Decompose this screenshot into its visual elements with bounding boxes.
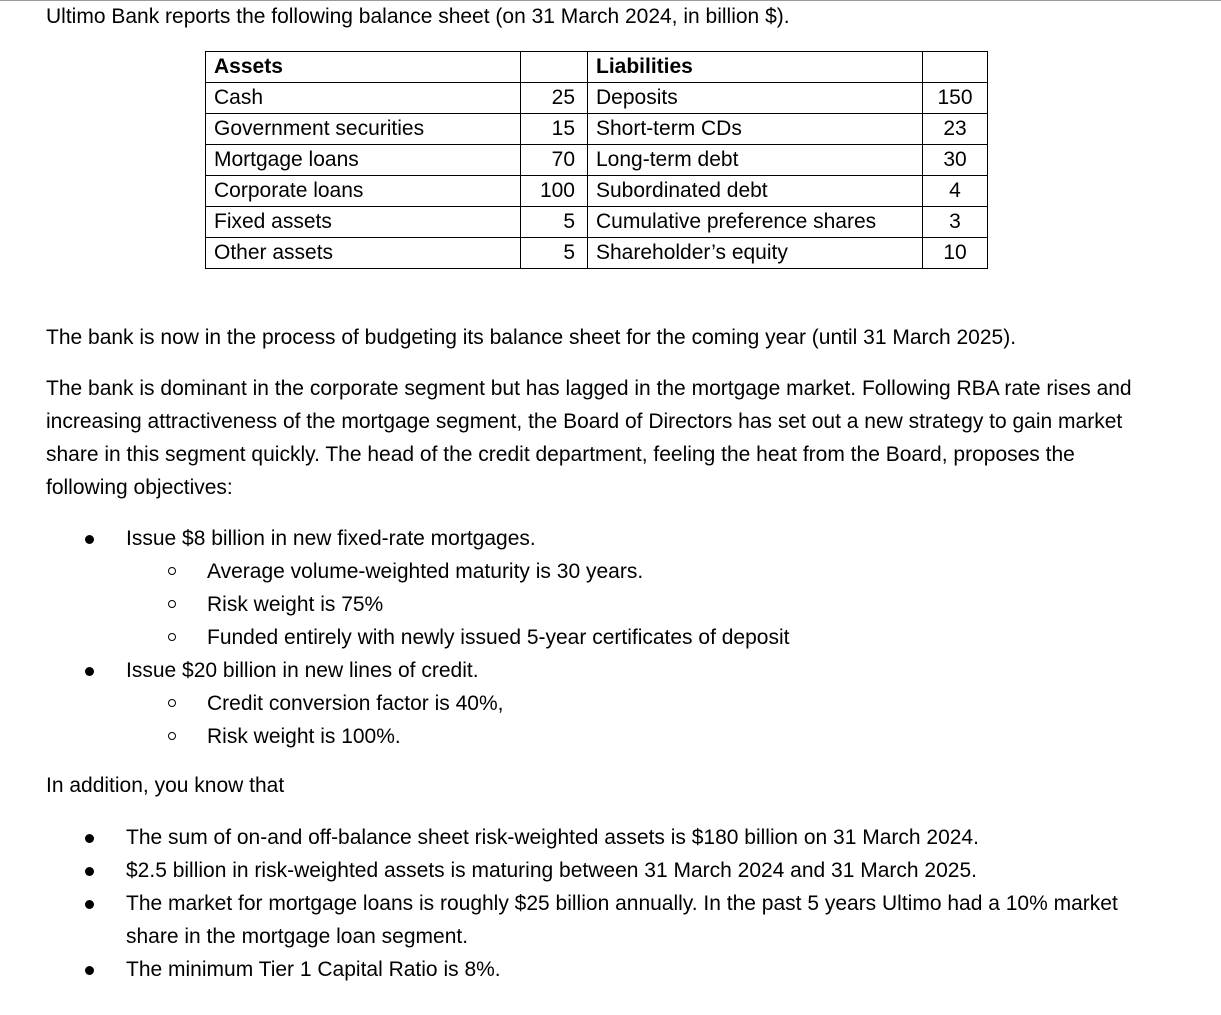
objective-detail: Risk weight is 100%. bbox=[207, 725, 401, 748]
liability-value: 3 bbox=[923, 207, 988, 238]
table-row bbox=[206, 238, 988, 269]
bullet-icon bbox=[85, 900, 94, 909]
objective-text: Issue $8 billion in new fixed-rate mortgages. bbox=[126, 527, 536, 550]
objective-detail: Average volume-weighted maturity is 30 years. bbox=[207, 560, 644, 583]
objective-detail: Funded entirely with newly issued 5-year certificates of deposit bbox=[207, 626, 790, 649]
liability-name: Deposits bbox=[588, 83, 923, 114]
circle-bullet-icon bbox=[168, 732, 176, 740]
asset-value: 70 bbox=[521, 145, 588, 176]
budget-paragraph: The bank is now in the process of budgeting its balance sheet for the coming year (until 31 March 2025). bbox=[46, 326, 1017, 349]
asset-name: Corporate loans bbox=[206, 176, 521, 207]
asset-name: Mortgage loans bbox=[206, 145, 521, 176]
objective-detail: Credit conversion factor is 40%, bbox=[207, 692, 504, 715]
circle-bullet-icon bbox=[168, 699, 176, 707]
list-item bbox=[46, 555, 1126, 588]
liability-value: 30 bbox=[923, 145, 988, 176]
objective-detail: Risk weight is 75% bbox=[207, 593, 384, 616]
table-row bbox=[206, 207, 988, 238]
list-item bbox=[46, 687, 1126, 720]
list-item bbox=[46, 720, 1126, 753]
objective-text: Issue $20 billion in new lines of credit. bbox=[126, 659, 479, 682]
liability-name: Subordinated debt bbox=[588, 176, 923, 207]
intro-text: Ultimo Bank reports the following balance sheet (on 31 March 2024, in billion $). bbox=[46, 5, 790, 28]
top-divider bbox=[0, 0, 1221, 1]
liability-value: 150 bbox=[923, 83, 988, 114]
liability-name: Short-term CDs bbox=[588, 114, 923, 145]
liabilities-header: Liabilities bbox=[588, 52, 923, 83]
strategy-paragraph: The bank is dominant in the corporate segment but has lagged in the mortgage market. Following RBA rate rises and increasing attractiveness of the mortgage segment, the Board of Directors has set out a new strategy to gain market share in this segment quickly. The head of the credit department, feeling the heat from the Board, proposes the following objectives: bbox=[46, 377, 1132, 499]
fact-text: $2.5 billion in risk-weighted assets is maturing between 31 March 2024 and 31 March 2025. bbox=[126, 859, 977, 882]
circle-bullet-icon bbox=[168, 567, 176, 575]
balance-sheet-table bbox=[205, 51, 988, 269]
bullet-icon bbox=[85, 834, 94, 843]
in-addition-text: In addition, you know that bbox=[46, 774, 285, 797]
bullet-icon bbox=[85, 867, 94, 876]
asset-name: Cash bbox=[206, 83, 521, 114]
objective-sub-list bbox=[46, 687, 1126, 753]
bullet-icon bbox=[85, 966, 94, 975]
table-header-row bbox=[206, 52, 988, 83]
asset-value: 25 bbox=[521, 83, 588, 114]
asset-value: 5 bbox=[521, 238, 588, 269]
liability-value: 10 bbox=[923, 238, 988, 269]
table-row bbox=[206, 83, 988, 114]
list-item bbox=[46, 887, 1126, 953]
bullet-icon bbox=[85, 667, 94, 676]
list-item bbox=[46, 522, 1126, 654]
liability-name: Cumulative preference shares bbox=[588, 207, 923, 238]
circle-bullet-icon bbox=[168, 600, 176, 608]
asset-name: Fixed assets bbox=[206, 207, 521, 238]
table-row bbox=[206, 114, 988, 145]
list-item bbox=[46, 953, 1126, 986]
assets-value-header bbox=[521, 52, 588, 83]
list-item bbox=[46, 588, 1126, 621]
list-item bbox=[46, 621, 1126, 654]
list-item bbox=[46, 654, 1126, 753]
fact-text: The minimum Tier 1 Capital Ratio is 8%. bbox=[126, 958, 501, 981]
table-row bbox=[206, 145, 988, 176]
liability-value: 23 bbox=[923, 114, 988, 145]
liabilities-value-header bbox=[923, 52, 988, 83]
asset-value: 100 bbox=[521, 176, 588, 207]
asset-name: Government securities bbox=[206, 114, 521, 145]
fact-text: The sum of on-and off-balance sheet risk-weighted assets is $180 billion on 31 March 2024. bbox=[126, 826, 979, 849]
bullet-icon bbox=[85, 535, 94, 544]
list-item bbox=[46, 854, 1126, 887]
circle-bullet-icon bbox=[168, 633, 176, 641]
fact-text: The market for mortgage loans is roughly $25 billion annually. In the past 5 years Ultimo had a 10% market share in the mortgage loan segment. bbox=[126, 892, 1118, 948]
asset-name: Other assets bbox=[206, 238, 521, 269]
objectives-list bbox=[46, 522, 1126, 753]
assets-header: Assets bbox=[206, 52, 521, 83]
table-row bbox=[206, 176, 988, 207]
asset-value: 15 bbox=[521, 114, 588, 145]
asset-value: 5 bbox=[521, 207, 588, 238]
facts-list bbox=[46, 821, 1126, 986]
list-item bbox=[46, 821, 1126, 854]
liability-name: Shareholder’s equity bbox=[588, 238, 923, 269]
objective-sub-list bbox=[46, 555, 1126, 654]
liability-name: Long-term debt bbox=[588, 145, 923, 176]
liability-value: 4 bbox=[923, 176, 988, 207]
